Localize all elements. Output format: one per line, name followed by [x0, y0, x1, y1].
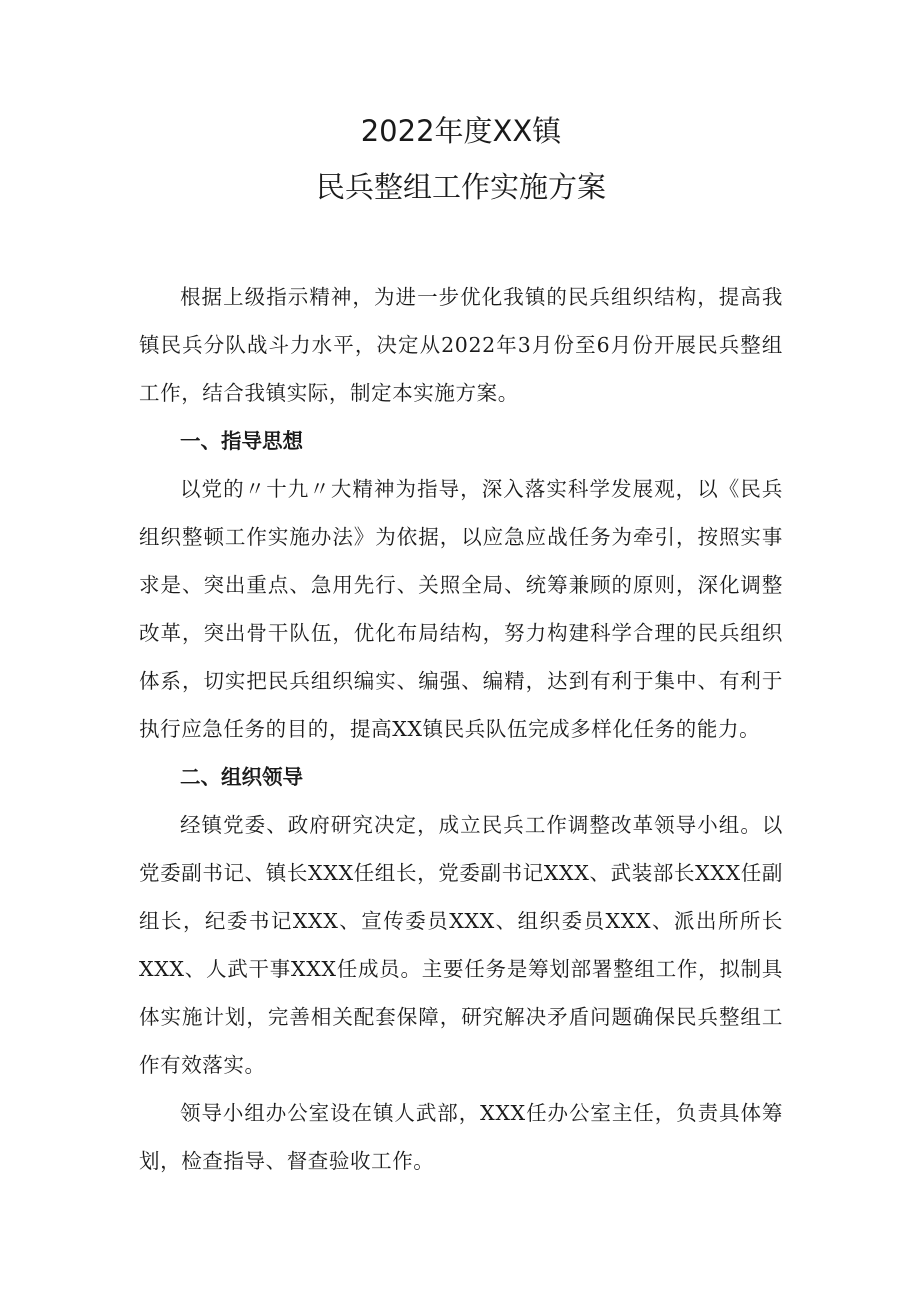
intro-paragraph: 根据上级指示精神，为进一步优化我镇的民兵组织结构，提高我镇民兵分队战斗力水平，决定从2022年3月份至6月份开展民兵整组工作，结合我镇实际，制定本实施方案。: [139, 285, 783, 405]
section-heading-guiding-ideology: 一、指导思想: [180, 429, 303, 453]
leadership-office-paragraph: 领导小组办公室设在镇人武部，XXX任办公室主任，负责具体筹划，检查指导、督查验收工作。: [139, 1101, 783, 1173]
section-heading-organization-leadership: 二、组织领导: [180, 765, 303, 789]
document-title-line1: 2022年度XX镇: [360, 114, 562, 148]
organization-leadership-paragraph: 经镇党委、政府研究决定，成立民兵工作调整改革领导小组。以党委副书记、镇长XXX任组长，党委副书记XXX、武装部长XXX任副组长，纪委书记XXX、宣传委员XXX、组织委员XXX、派出所所长XXX、人武干事XXX任成员。主要任务是筹划部署整组工作，拟制具体实施计划，完善相关配套保障，研究解决矛盾问题确保民兵整组工作有效落实。: [139, 813, 783, 1077]
document-title-line2: 民兵整组工作实施方案: [315, 170, 606, 204]
document-body: [139, 273, 783, 1185]
document-page: [139, 0, 783, 1185]
guiding-ideology-paragraph: 以党的〃十九〃大精神为指导，深入落实科学发展观，以《民兵组织整顿工作实施办法》为依据，以应急应战任务为牵引，按照实事求是、突出重点、急用先行、关照全局、统筹兼顾的原则，深化调整改革，突出骨干队伍，优化布局结构，努力构建科学合理的民兵组织体系，切实把民兵组织编实、编强、编精，达到有利于集中、有利于执行应急任务的目的，提高XX镇民兵队伍完成多样化任务的能力。: [139, 477, 783, 741]
